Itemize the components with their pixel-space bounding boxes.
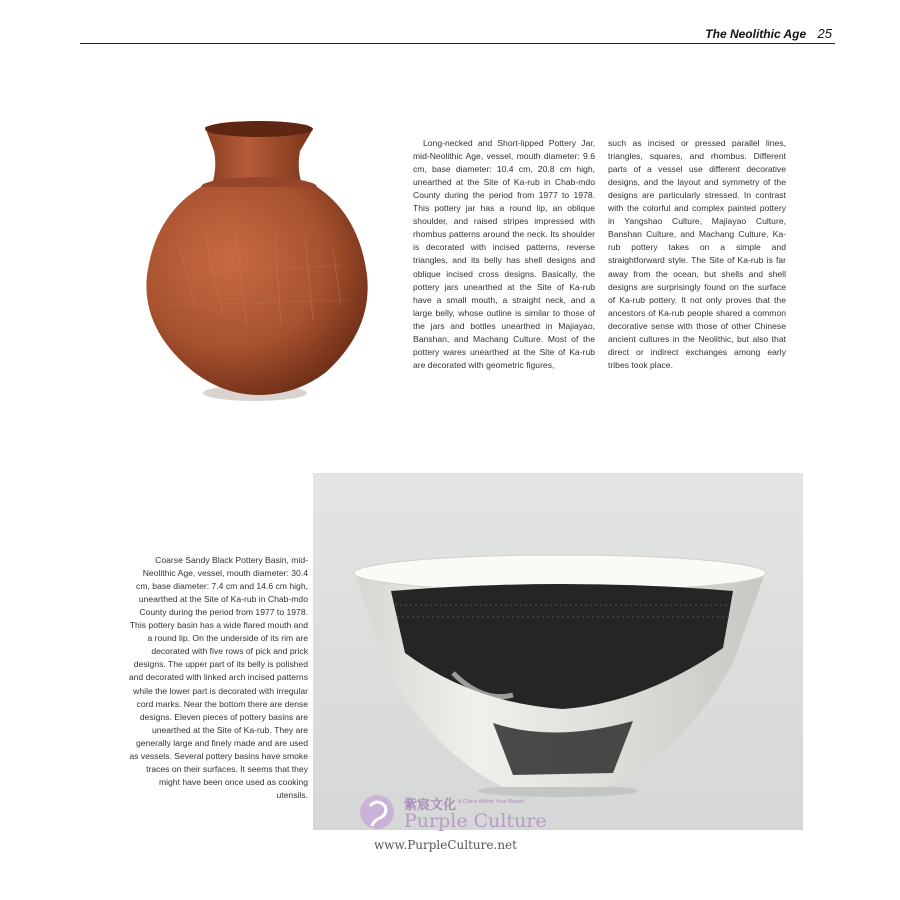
watermark-tagline: A China Within Your Reach [458, 799, 525, 805]
running-head [705, 26, 832, 41]
watermark-brand-name: Purple Culture [404, 810, 547, 832]
watermark-chinese-name: 紫宸文化 [404, 798, 457, 813]
purple-culture-logo-icon [358, 792, 396, 834]
purple-culture-watermark [358, 792, 548, 857]
pottery-basin-illustration [313, 473, 803, 830]
caption-basin: Coarse Sandy Black Pottery Basin, mid-Neolithic Age, vessel, mouth diameter: 30.4 cm, base diameter: 7.4 cm and 14.6 cm high, unearthed at the Site of Ka-rub in Chab-mdo County during the period from 1977 to 1978. This pottery basin has a wide flared mouth and a round lip. On the underside of its rim are decorated with five rows of pick and prick designs. The upper part of its belly is polished and decorated with linked arch incised patterns while the lower part is decorated with irregular cord marks. Near the bottom there are dense designs. Eleven pieces of pottery basins are unearthed at the Site of Ka-rub. They are generally large and finely made and are used as vessels. Several pottery basins have smoke traces on their surfaces. It seems that they might have been once used as cooking utensils. [128, 554, 308, 801]
pottery-jar-photo [135, 115, 375, 410]
caption-jar: Long-necked and Short-lipped Pottery Jar, mid-Neolithic Age, vessel, mouth diameter: 9.6 cm, base diameter: 10.4 cm, 20.8 cm high, unearthed at the Site of Ka-rub in Chab-mdo County during the period from 1977 to 1978. This pottery jar has a round lip, an oblique shoulder, and raised stripes impressed with rhombus patterns around the neck. Its shoulder is decorated with incised patterns, reverse triangles, and its belly has shell designs and oblique incised cross designs. Basically, the pottery jars unearthed at the Site of Ka-rub have a small mouth, a straight neck, and a large belly, whose outline is similar to those of the jars and bottles unearthed in Majiayao, Banshan, and Machang Culture. Most of the pottery wares unearthed at the Site of Ka-rub are decorated with geometric figures, [413, 137, 595, 371]
chapter-title: The Neolithic Age [705, 27, 807, 41]
pottery-basin-photo [313, 473, 803, 830]
caption-jar-continued: such as incised or pressed parallel lines, triangles, squares, and rhombus. Different parts of a vessel use different decorative designs, and the layout and symmetry of the designs are particularly stressed. In contrast with the colorful and complex painted pottery in Yangshao Culture, Majiayao Culture, Banshan Culture, and Machang Culture, Ka-rub pottery takes on a simple and straightforward style. The Site of Ka-rub is far away from the ocean, but shells and shell designs are surprisingly found on the surface of Ka-rub pottery. It not only proves that the ancestors of Ka-rub people shared a common decorative sense with those of other Chinese ancient cultures in the Neolithic, but also that direct or indirect exchanges among early tribes took place. [608, 137, 786, 371]
watermark-url: www.PurpleCulture.net [374, 838, 517, 852]
page-number: 25 [817, 26, 832, 41]
header-rule [80, 43, 835, 44]
